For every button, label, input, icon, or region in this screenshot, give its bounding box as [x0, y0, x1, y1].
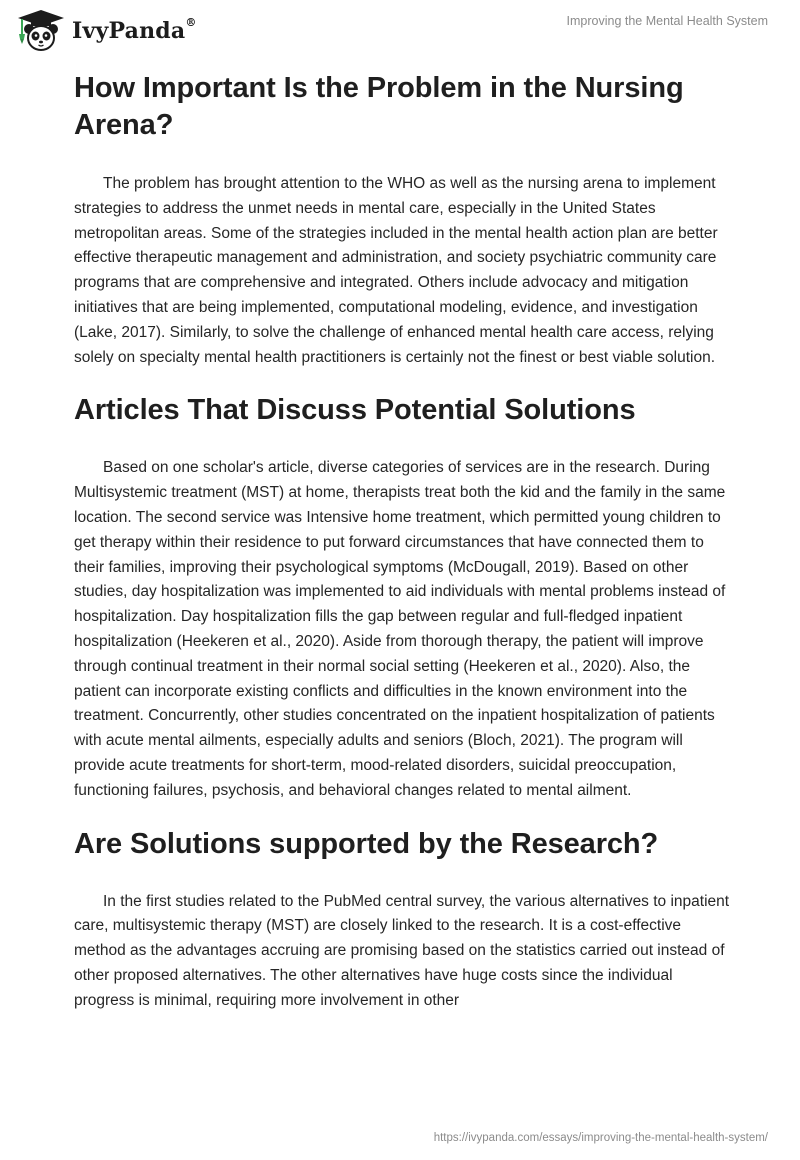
section-paragraph: The problem has brought attention to the WHO as well as the nursing arena to implement strategies to address the unmet needs in mental care, especially in the United States metropolitan areas. Some of the strategies included in the mental health action plan are better effective therapeutic management and administration, and society psychiatric community care programs that are comprehensive and integrated. Others include advocacy and mitigation initiatives that are being implemented, computational modeling, evidence, and investigation (Lake, 2017). Similarly, to solve the challenge of enhanced mental health care access, relying solely on specialty mental health practitioners is certainly not the finest or best viable solution. — [74, 175, 718, 366]
page-header — [0, 0, 800, 62]
ivypanda-logo[interactable] — [14, 8, 197, 54]
section-paragraph: Based on one scholar's article, diverse categories of services are in the research. During Multisystemic treatment (MST) at home, therapists treat both the kid and the family in the same location. The second service was Intensive home treatment, which permitted young children to get therapy within their residence to put forward circumstances that have connected them to their families, improving their psychological symptoms (McDougall, 2019). Based on other studies, day hospitalization was implemented to aid individuals with mental problems instead of hospitalization. Day hospitalization fills the gap between regular and full-fledged inpatient hospitalization (Heekeren et al., 2020). Aside from thorough therapy, the patient will improve through continual treatment in their normal social setting (Heekeren et al., 2020). Also, the patient can incorporate existing conflicts and difficulties in the known environment into the treatment. Concurrently, other studies concentrated on the inpatient hospitalization of patients with acute mental ailments, especially adults and seniors (Bloch, 2021). The program will provide acute treatments for short-term, mood-related disorders, suicidal preoccupation, functioning failures, psychosis, and behavioral changes related to mental ailment. — [74, 459, 726, 799]
section-heading: Articles That Discuss Potential Solutions — [74, 394, 636, 427]
logo-wordmark: IvyPanda® — [72, 16, 197, 44]
section-paragraph: In the first studies related to the PubMed central survey, the various alternatives to inpatient care, multisystemic therapy (MST) are closely linked to the research. It is a cost-effective method as the advantages accruing are promising based on the statistics carried out instead of other proposed alternatives. The other alternatives have huge costs since the individual progress is minimal, requiring more involvement in other — [74, 892, 730, 1009]
section-heading: Are Solutions supported by the Research? — [74, 827, 659, 860]
source-url-link[interactable]: https://ivypanda.com/essays/improving-the-mental-health-system/ — [433, 1132, 768, 1144]
essay-content — [74, 70, 734, 1014]
panda-graduate-icon — [14, 8, 68, 54]
section-heading: How Important Is the Problem in the Nursing Arena? — [74, 72, 684, 141]
registered-mark: ® — [185, 16, 197, 29]
document-title: Improving the Mental Health System — [566, 14, 768, 28]
